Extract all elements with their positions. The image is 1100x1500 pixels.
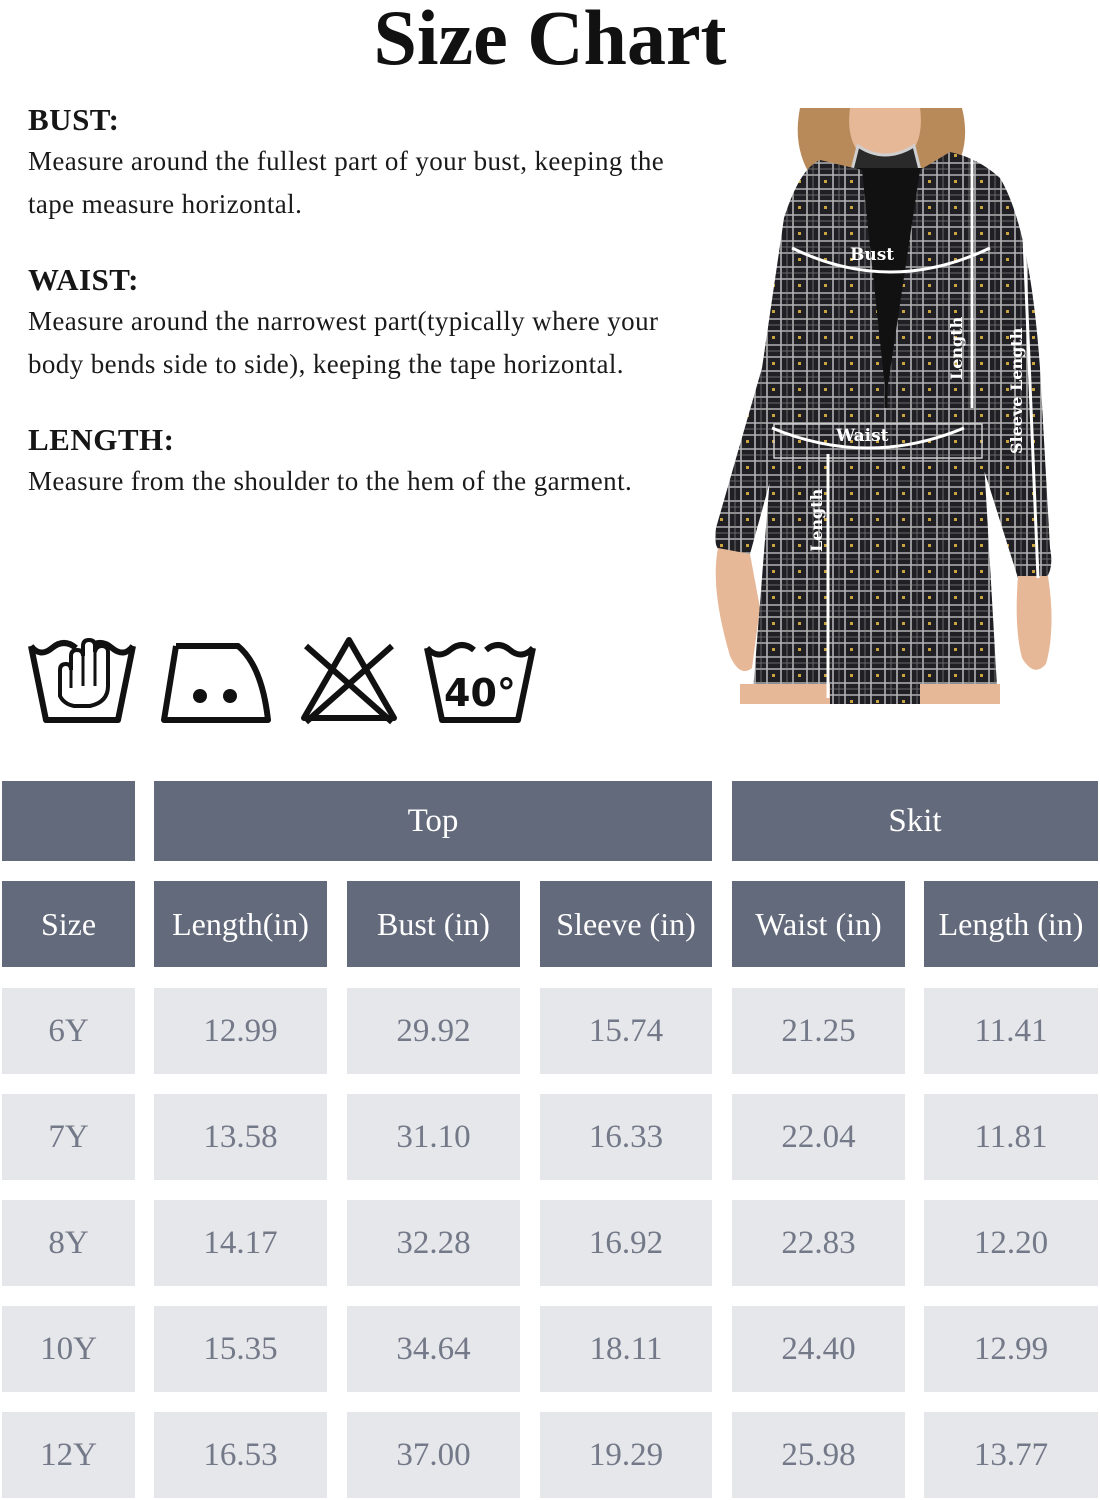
length-guide [28,420,668,503]
table-cell-sleeve: 18.11 [540,1306,712,1392]
table-cell-skirt-length: 12.20 [924,1200,1098,1286]
waist-label: Waist [836,426,889,446]
table-cell-sleeve: 15.74 [540,988,712,1074]
table-cell-skirt-length: 11.41 [924,988,1098,1074]
column-header-top-length: Length(in) [154,881,327,967]
table-cell-sleeve: 19.29 [540,1412,712,1498]
bust-heading: BUST: [28,102,120,137]
do-not-bleach-icon [296,626,402,726]
product-photo [700,108,1062,704]
table-cell-bust: 34.64 [347,1306,520,1392]
hand-wash-icon [26,626,138,726]
table-cell-waist: 24.40 [732,1306,905,1392]
table-cell-top-length: 16.53 [154,1412,327,1498]
table-cell-top-length: 13.58 [154,1094,327,1180]
table-group-top: Top [154,781,712,861]
table-cell-waist: 21.25 [732,988,905,1074]
table-cell-size: 10Y [2,1306,135,1392]
waist-instruction: Measure around the narrowest part(typically where your body bends side to side), keeping the tape horizontal. [28,306,659,379]
table-group-blank [2,781,135,861]
length-heading: LENGTH: [28,422,175,457]
wash-40-degrees-icon [422,626,538,726]
bust-label: Bust [850,245,895,265]
table-cell-top-length: 15.35 [154,1306,327,1392]
table-cell-skirt-length: 12.99 [924,1306,1098,1392]
column-header-skirt-length: Length (in) [924,881,1098,967]
measuring-guide [28,100,668,537]
table-cell-top-length: 12.99 [154,988,327,1074]
table-cell-waist: 25.98 [732,1412,905,1498]
table-cell-size: 12Y [2,1412,135,1498]
table-cell-waist: 22.04 [732,1094,905,1180]
iron-low-heat-icon [158,626,272,726]
length-instruction: Measure from the shoulder to the hem of the garment. [28,466,633,496]
table-cell-sleeve: 16.92 [540,1200,712,1286]
table-cell-sleeve: 16.33 [540,1094,712,1180]
waist-guide [28,260,668,386]
table-cell-bust: 31.10 [347,1094,520,1180]
table-cell-skirt-length: 11.81 [924,1094,1098,1180]
skirt-length-label: Length [807,488,826,552]
table-group-skirt: Skit [732,781,1098,861]
table-cell-size: 8Y [2,1200,135,1286]
table-cell-skirt-length: 13.77 [924,1412,1098,1498]
page-title: Size Chart [373,0,727,81]
column-header-bust: Bust (in) [347,881,520,967]
column-header-size: Size [2,881,135,967]
waist-heading: WAIST: [28,262,139,297]
table-cell-size: 6Y [2,988,135,1074]
wash-temperature-label: 40° [444,671,516,715]
top-length-label: Length [947,316,966,380]
bust-guide [28,100,668,226]
table-cell-bust: 32.28 [347,1200,520,1286]
table-cell-waist: 22.83 [732,1200,905,1286]
table-cell-top-length: 14.17 [154,1200,327,1286]
sleeve-length-label: Sleeve Length [1007,327,1026,454]
column-header-sleeve: Sleeve (in) [540,881,712,967]
column-header-waist: Waist (in) [732,881,905,967]
table-cell-bust: 29.92 [347,988,520,1074]
table-cell-size: 7Y [2,1094,135,1180]
table-cell-bust: 37.00 [347,1412,520,1498]
bust-instruction: Measure around the fullest part of your bust, keeping the tape measure horizontal. [28,146,665,219]
